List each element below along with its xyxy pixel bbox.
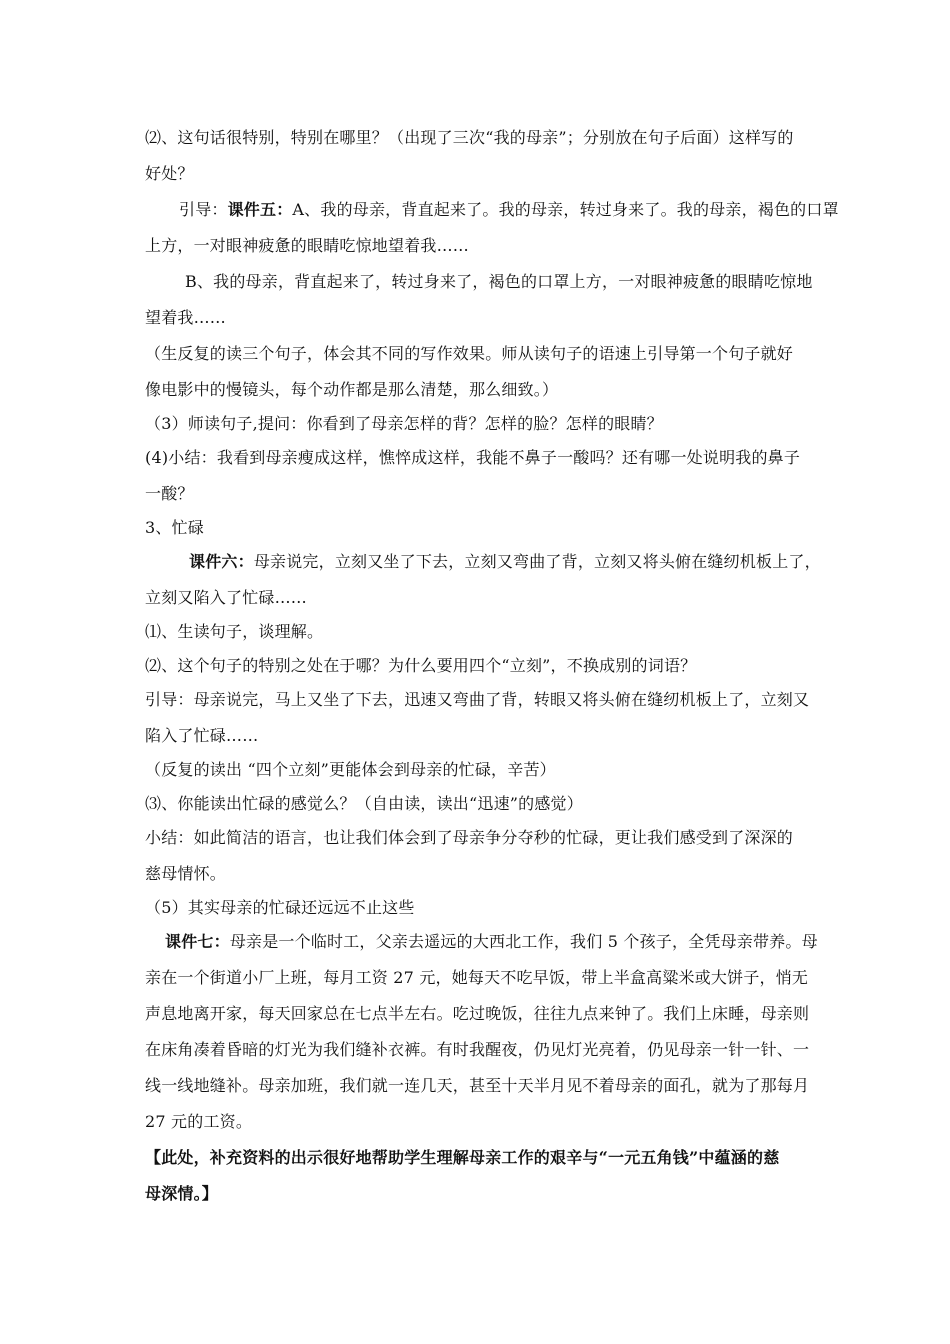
paragraph-line: （3）师读句子,提问：你看到了母亲怎样的背？怎样的脸？怎样的眼睛？ [145, 414, 663, 433]
paragraph-line: 陷入了忙碌…… [145, 726, 259, 745]
courseware-line [165, 932, 818, 952]
paragraph-line: （生反复的读三个句子，体会其不同的写作效果。师从读句子的语速上引导第一个句子就好 [145, 344, 794, 363]
commentary-text: 【此处，补充资料的出示很好地帮助学生理解母亲工作的艰辛与“一元五角钱”中蕴涵的慈 [145, 1148, 780, 1167]
paragraph-line: ⑵、这句话很特别，特别在哪里？（出现了三次“我的母亲”；分别放在句子后面）这样写的 [145, 128, 794, 147]
paragraph-line: 慈母情怀。 [145, 864, 227, 883]
paragraph-line: 立刻又陷入了忙碌…… [145, 588, 308, 607]
guide-label: 引导： [179, 200, 228, 219]
paragraph-line: 小结：如此简洁的语言，也让我们体会到了母亲争分夺秒的忙碌，更让我们感受到了深深的 [145, 828, 794, 847]
courseware-label: 课件五： [227, 200, 293, 219]
courseware-label: 课件七： [165, 932, 230, 951]
paragraph-line: ⑵、这个句子的特别之处在于哪？为什么要用四个“立刻”，不换成别的词语？ [145, 656, 697, 675]
commentary-line [145, 1148, 779, 1168]
paragraph-line: （5）其实母亲的忙碌还远远不止这些 [145, 898, 415, 917]
paragraph-line: 在床角凑着昏暗的灯光为我们缝补衣裤。有时我醒夜，仍见灯光亮着，仍见母亲一针一针、一 [145, 1040, 810, 1059]
courseware-label: 课件六： [189, 552, 254, 571]
paragraph-line: ⑴、生读句子，谈理解。 [145, 622, 324, 641]
guide-text: A、我的母亲，背直起来了。我的母亲，转过身来了。我的母亲，褐色的口罩 [292, 200, 839, 219]
paragraph-line: 27 元的工资。 [145, 1112, 253, 1131]
paragraph-line: B、我的母亲，背直起来了，转过身来了，褐色的口罩上方，一对眼神疲惫的眼睛吃惊地 [185, 272, 813, 291]
commentary-line [145, 1184, 218, 1204]
courseware-text: 母亲说完，立刻又坐了下去，立刻又弯曲了背，立刻又将头俯在缝纫机板上了， [253, 552, 821, 571]
guide-line [179, 200, 839, 220]
paragraph-line: ⑶、你能读出忙碌的感觉么？（自由读，读出“迅速”的感觉） [145, 794, 583, 813]
paragraph-line: 引导：母亲说完，马上又坐了下去，迅速又弯曲了背，转眼又将头俯在缝纫机板上了，立刻又 [145, 690, 810, 709]
paragraph-line: 上方，一对眼神疲惫的眼睛吃惊地望着我…… [145, 236, 470, 255]
paragraph-line: 好处？ [145, 164, 194, 183]
section-heading: 3、忙碌 [145, 518, 204, 537]
paragraph-line: 亲在一个街道小厂上班，每月工资 27 元，她每天不吃早饭，带上半盒高粱米或大饼子，悄无 [145, 968, 809, 987]
paragraph-line: 线一线地缝补。母亲加班，我们就一连几天，甚至十天半月见不着母亲的面孔，就为了那每月 [145, 1076, 810, 1095]
paragraph-line: (4)小结：我看到母亲瘦成这样，憔悴成这样，我能不鼻子一酸吗？还有哪一处说明我的鼻子 [145, 448, 801, 467]
paragraph-line: （反复的读出 “四个立刻”更能体会到母亲的忙碌，辛苦） [145, 760, 556, 779]
courseware-text: 母亲是一个临时工，父亲去遥远的大西北工作，我们 5 个孩子，全凭母亲带养。母 [229, 932, 818, 951]
paragraph-line: 声息地离开家，每天回家总在七点半左右。吃过晚饭，往往九点来钟了。我们上床睡，母亲则 [145, 1004, 810, 1023]
paragraph-line: 像电影中的慢镜头，每个动作都是那么清楚，那么细致。） [145, 380, 559, 399]
courseware-line [189, 552, 821, 572]
paragraph-line: 一酸？ [145, 484, 194, 503]
commentary-text: 母深情。】 [145, 1184, 219, 1203]
paragraph-line: 望着我…… [145, 308, 227, 327]
